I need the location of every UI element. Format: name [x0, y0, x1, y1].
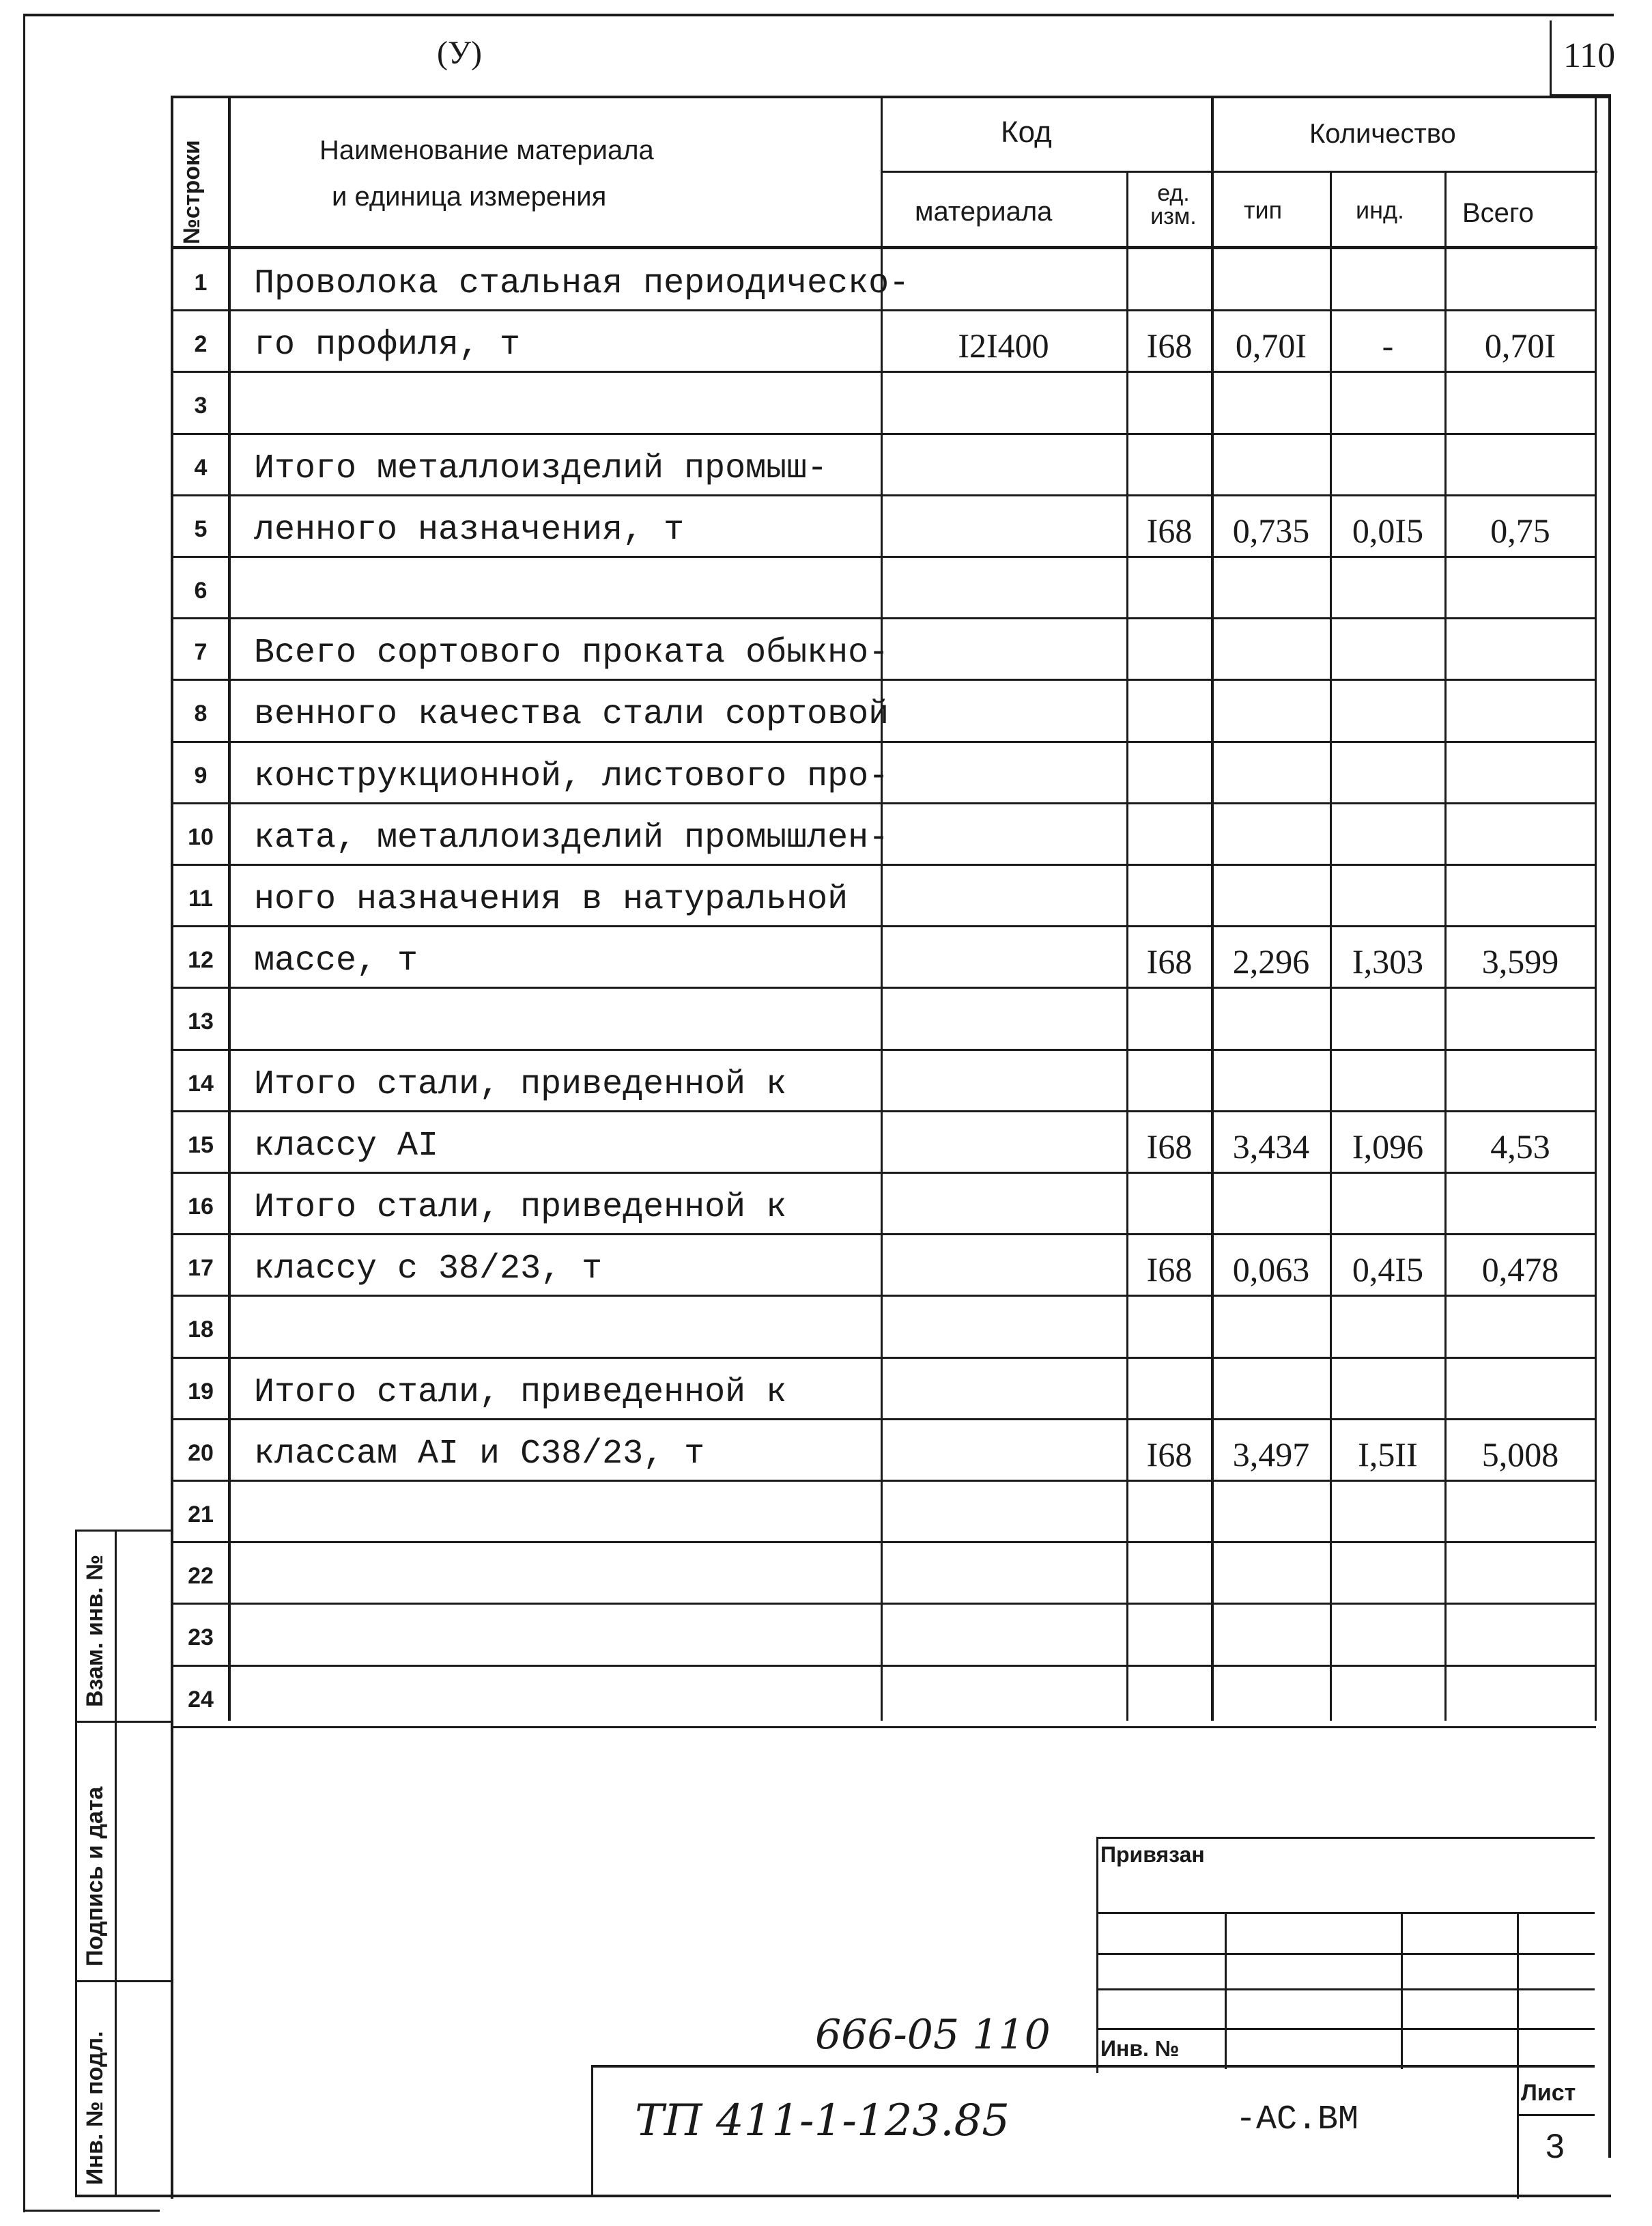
table-row-unit: I68 — [1146, 326, 1193, 365]
table-row-line — [171, 1418, 1596, 1420]
stamp-privyazan-left — [1096, 1837, 1098, 2073]
header-qty: Количество — [1309, 119, 1456, 149]
table-row-type: 3,434 — [1232, 1127, 1310, 1166]
stamp-grid-v3 — [1517, 1912, 1519, 2199]
stamp-grid-v2 — [1401, 1912, 1403, 2069]
stamp-handwritten-note: 666-05 110 — [815, 2011, 1051, 2059]
table-row-total: 4,53 — [1490, 1127, 1550, 1166]
inner-frame-bottom — [75, 2195, 1611, 2197]
table-row-number: 16 — [188, 1194, 214, 1220]
side-stamp-vzam: Взам. инв. № — [82, 1554, 108, 1707]
stamp-grid-h4 — [1096, 2028, 1595, 2030]
table-row-number: 23 — [188, 1624, 214, 1650]
table-top — [171, 96, 1611, 98]
table-row-type: 2,296 — [1232, 942, 1310, 981]
stamp-main-top — [591, 2065, 1595, 2068]
stamp-privyazan-top — [1096, 1837, 1595, 1839]
table-row-unit: I68 — [1146, 511, 1193, 550]
frame-top — [23, 14, 1614, 16]
header-name-line2: и единица измерения — [332, 182, 607, 212]
table-row-total: 5,008 — [1481, 1435, 1559, 1474]
table-row-number: 22 — [188, 1563, 214, 1589]
frame-left — [23, 14, 25, 2212]
table-row-number: 5 — [194, 516, 208, 542]
side-stamp-mid — [115, 1530, 117, 2196]
table-row-type: 0,70I — [1235, 326, 1307, 365]
table-row-line — [171, 1726, 1596, 1728]
table-row-name: массе, т — [254, 942, 418, 981]
table-row-number: 1 — [194, 270, 208, 296]
table-row-line — [171, 433, 1596, 435]
table-row-name: го профиля, т — [254, 326, 521, 365]
table-row-line — [171, 1110, 1596, 1112]
table-row-ind: 0,0I5 — [1352, 511, 1424, 550]
stamp-main-left — [591, 2065, 593, 2197]
table-row-line — [171, 494, 1596, 496]
table-row-name: венного качества стали сортовой — [254, 695, 889, 734]
table-row-line — [171, 556, 1596, 558]
table-row-number: 3 — [194, 393, 208, 419]
table-row-total: 3,599 — [1481, 942, 1559, 981]
table-row-number: 13 — [188, 1009, 214, 1034]
table-row-number: 4 — [194, 455, 208, 481]
header-code-unit: ед. изм. — [1150, 180, 1197, 229]
header-qty-type: тип — [1244, 196, 1283, 224]
side-stamp-left — [75, 1530, 77, 2196]
side-stamp-div2 — [75, 1980, 171, 1982]
table-row-ind: I,303 — [1352, 942, 1424, 981]
table-row-type: 0,063 — [1232, 1250, 1310, 1288]
side-stamp-top — [75, 1530, 171, 1532]
table-row-name: Проволока стальная периодическо- — [254, 264, 910, 303]
table-row-line — [171, 1665, 1596, 1667]
table-row-code: I2I400 — [958, 326, 1049, 365]
table-row-line — [171, 741, 1596, 743]
table-row-line — [171, 802, 1596, 804]
table-row-name: ката, металлоизделий промышлен- — [254, 819, 889, 858]
table-row-line — [171, 617, 1596, 619]
table-row-name: Итого стали, приведенной к — [254, 1065, 787, 1104]
header-subdivider — [881, 171, 1597, 173]
table-row-line — [171, 1295, 1596, 1297]
table-row-number: 6 — [194, 578, 208, 604]
table-row-name: классу AI — [254, 1127, 439, 1166]
table-row-number: 19 — [188, 1379, 214, 1405]
table-row-number: 14 — [188, 1071, 214, 1097]
table-row-unit: I68 — [1146, 1250, 1193, 1288]
table-row-line — [171, 1172, 1596, 1174]
table-row-line — [171, 925, 1596, 927]
table-row-total: 0,75 — [1490, 511, 1550, 550]
table-row-unit: I68 — [1146, 942, 1193, 981]
table-row-ind: I,096 — [1352, 1127, 1424, 1166]
table-row-number: 10 — [188, 824, 214, 850]
table-row-number: 15 — [188, 1132, 214, 1158]
frame-bottom — [23, 2210, 160, 2212]
table-row-line — [171, 1049, 1596, 1051]
stamp-privyazan: Привязан — [1100, 1842, 1205, 1867]
header-bottom — [171, 246, 1597, 249]
table-row-ind: I,5II — [1358, 1435, 1418, 1474]
table-row-name: ного назначения в натуральной — [254, 880, 849, 919]
table-row-name: Всего сортового проката обыкно- — [254, 634, 889, 673]
stamp-grid-h1 — [1096, 1912, 1595, 1914]
stamp-grid-v1 — [1225, 1912, 1227, 2069]
table-row-line — [171, 679, 1596, 681]
table-row-ind: 0,4I5 — [1352, 1250, 1424, 1288]
frame-right — [1608, 96, 1611, 2158]
table-row-number: 24 — [188, 1687, 214, 1713]
col-line-num — [228, 96, 231, 1721]
sheet-marker: (У) — [437, 35, 482, 71]
header-qty-ind: инд. — [1356, 196, 1404, 224]
table-row-line — [171, 371, 1596, 373]
table-row-line — [171, 987, 1596, 989]
stamp-inv-no: Инв. № — [1100, 2036, 1180, 2061]
table-row-name: классу с 38/23, т — [254, 1250, 603, 1288]
table-row-number: 7 — [194, 639, 208, 665]
table-row-line — [171, 1357, 1596, 1359]
header-qty-total: Всего — [1462, 198, 1534, 228]
table-row-number: 8 — [194, 701, 208, 727]
table-row-line — [171, 1603, 1596, 1605]
table-row-unit: I68 — [1146, 1435, 1193, 1474]
table-row-type: 3,497 — [1232, 1435, 1310, 1474]
header-code-material: материала — [915, 197, 1053, 227]
stamp-grid-h3 — [1096, 1988, 1595, 1990]
table-row-name: классам AI и С38/23, т — [254, 1435, 705, 1474]
table-row-name: Итого металлоизделий промыш- — [254, 449, 828, 488]
side-stamp-inv-podl: Инв. № подл. — [82, 2031, 108, 2185]
table-row-line — [171, 864, 1596, 866]
table-row-number: 9 — [194, 763, 208, 789]
table-row-total: 0,70I — [1484, 326, 1556, 365]
table-row-number: 11 — [188, 886, 213, 912]
table-row-name: Итого стали, приведенной к — [254, 1373, 787, 1412]
stamp-handwritten-code: ТП 411-1-123.85 — [635, 2096, 1010, 2146]
table-row-line — [171, 1541, 1596, 1543]
table-row-number: 18 — [188, 1316, 214, 1342]
header-row-no: №строки — [179, 140, 205, 244]
table-row-number: 17 — [188, 1255, 214, 1281]
table-row-unit: I68 — [1146, 1127, 1193, 1166]
page-number: 110 — [1563, 36, 1616, 75]
table-row-number: 12 — [188, 947, 214, 973]
table-row-line — [171, 1233, 1596, 1235]
header-code: Код — [1001, 115, 1052, 149]
table-row-ind: - — [1382, 326, 1394, 365]
stamp-list-value: 3 — [1546, 2127, 1565, 2165]
stamp-list-div — [1517, 2114, 1595, 2116]
table-row-type: 0,735 — [1232, 511, 1310, 550]
col-line-right — [1595, 96, 1597, 1721]
table-row-line — [171, 309, 1596, 311]
table-row-total: 0,478 — [1481, 1250, 1559, 1288]
stamp-grid-h2 — [1096, 1953, 1595, 1955]
stamp-list-label: Лист — [1521, 2080, 1576, 2106]
table-row-name: ленного назначения, т — [254, 511, 685, 550]
table-row-name: конструкционной, листового про- — [254, 757, 889, 796]
table-row-number: 2 — [194, 331, 208, 357]
stamp-doc-code: -АС.ВМ — [1236, 2100, 1359, 2139]
table-row-number: 20 — [188, 1440, 214, 1466]
side-stamp-podpis: Подпись и дата — [82, 1786, 108, 1967]
page-box-left — [1550, 20, 1552, 96]
table-row-number: 21 — [188, 1502, 214, 1527]
header-name-line1: Наименование материала — [319, 135, 654, 165]
side-stamp-div1 — [75, 1721, 171, 1723]
table-row-name: Итого стали, приведенной к — [254, 1188, 787, 1227]
table-row-line — [171, 1480, 1596, 1482]
